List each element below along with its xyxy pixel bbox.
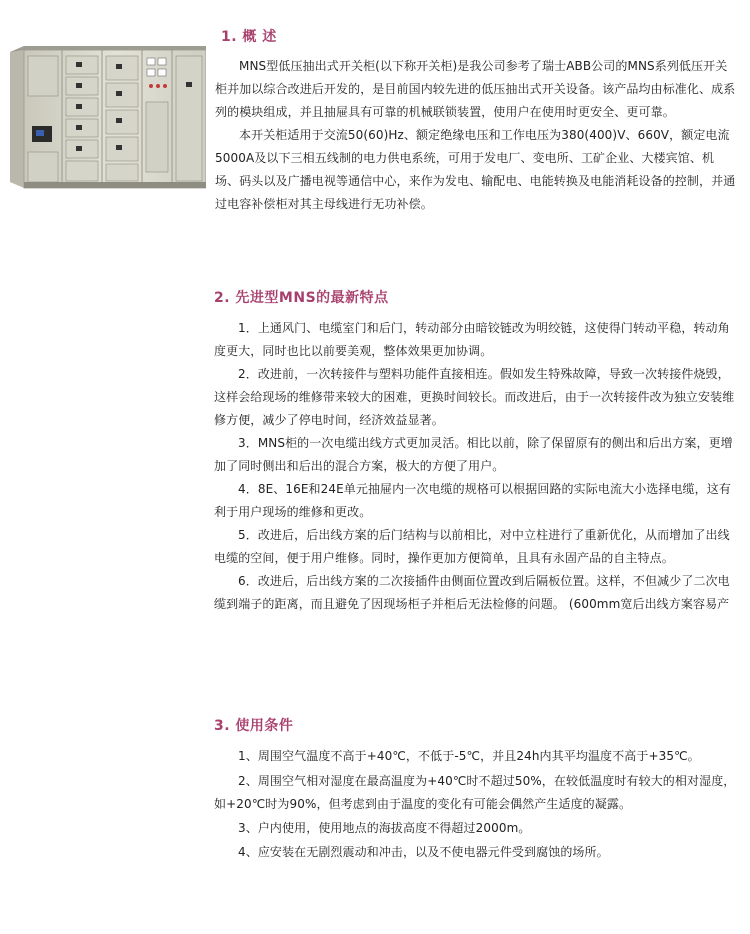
section-1-heading: 1. 概 述 bbox=[221, 29, 277, 45]
section-1-paragraph-1: MNS型低压抽出式开关柜(以下称开关柜)是我公司参考了瑞士ABB公司的MNS系列低压开关柜并加以综合改进后开发的，是目前国内较先进的低压抽出式开关设备。该产品均由标准化、成系列的模块组成，并且抽屉具有可靠的机械联锁装置，使用户在使用时更安全、更可靠。 bbox=[215, 59, 736, 119]
section-3-item-4: 4、应安装在无剧烈震动和冲击，以及不使电器元件受到腐蚀的场所。 bbox=[238, 845, 609, 859]
section-3-item-3: 3、户内使用，使用地点的海拔高度不得超过2000m。 bbox=[238, 821, 531, 835]
section-3-item-2: 2、周围空气相对湿度在最高温度为+40℃时不超过50%，在较低温度时有较大的相对湿度，如+20℃时为90%，但考虑到由于温度的变化有可能会偶然产生适度的凝露。 bbox=[214, 774, 736, 811]
switchgear-cabinet-image bbox=[10, 42, 206, 192]
section-3-heading: 3. 使用条件 bbox=[214, 718, 294, 734]
section-2-item-4: 4．8E、16E和24E单元抽屉内一次电缆的规格可以根据回路的实际电流大小选择电缆，这有利于用户现场的维修和更改。 bbox=[214, 482, 731, 519]
section-2-item-5: 5．改进后，后出线方案的后门结构与以前相比，对中立柱进行了重新优化，从而增加了出线电缆的空间，便于用户维修。同时，操作更加方便简单，且具有永固产品的自主特点。 bbox=[214, 528, 730, 565]
section-2-item-1: 1．上通风门、电缆室门和后门，转动部分由暗铰链改为明绞链，这使得门转动平稳，转动角度更大，同时也比以前要美观，整体效果更加协调。 bbox=[214, 321, 730, 358]
section-2-item-3: 3．MNS柜的一次电缆出线方式更加灵活。相比以前，除了保留原有的侧出和后出方案，更增加了同时侧出和后出的混合方案，极大的方便了用户。 bbox=[214, 436, 733, 473]
section-2-heading: 2. 先进型MNS的最新特点 bbox=[214, 290, 389, 306]
section-3-item-1: 1、周围空气温度不高于+40℃，不低于-5℃，并且24h内其平均温度不高于+35℃。 bbox=[238, 749, 700, 763]
section-1-paragraph-2: 本开关柜适用于交流50(60)Hz、额定绝缘电压和工作电压为380(400)V、660V，额定电流5000A及以下三相五线制的电力供电系统，可用于发电厂、变电所、工矿企业、大楼宾馆、机场、码头以及广播电视等通信中心，来作为发电、输配电、电能转换及电能消耗设备的控制，并通过电容补偿柜对其主母线进行无功补偿。 bbox=[215, 128, 736, 211]
section-2-item-2: 2．改进前，一次转接件与塑料功能件直接相连。假如发生特殊故障，导致一次转接件烧毁，这样会给现场的维修带来较大的困难，更换时间较长。而改进后，由于一次转接件改为独立安装维修方便，减少了停电时间，经济效益显著。 bbox=[214, 367, 735, 427]
section-2-item-6: 6．改进后，后出线方案的二次接插件由侧面位置改到后隔板位置。这样，不但减少了二次电缆到端子的距离，而且避免了因现场柜子并柜后无法检修的问题。 (600mm宽后出线方案容易产 bbox=[214, 574, 730, 611]
